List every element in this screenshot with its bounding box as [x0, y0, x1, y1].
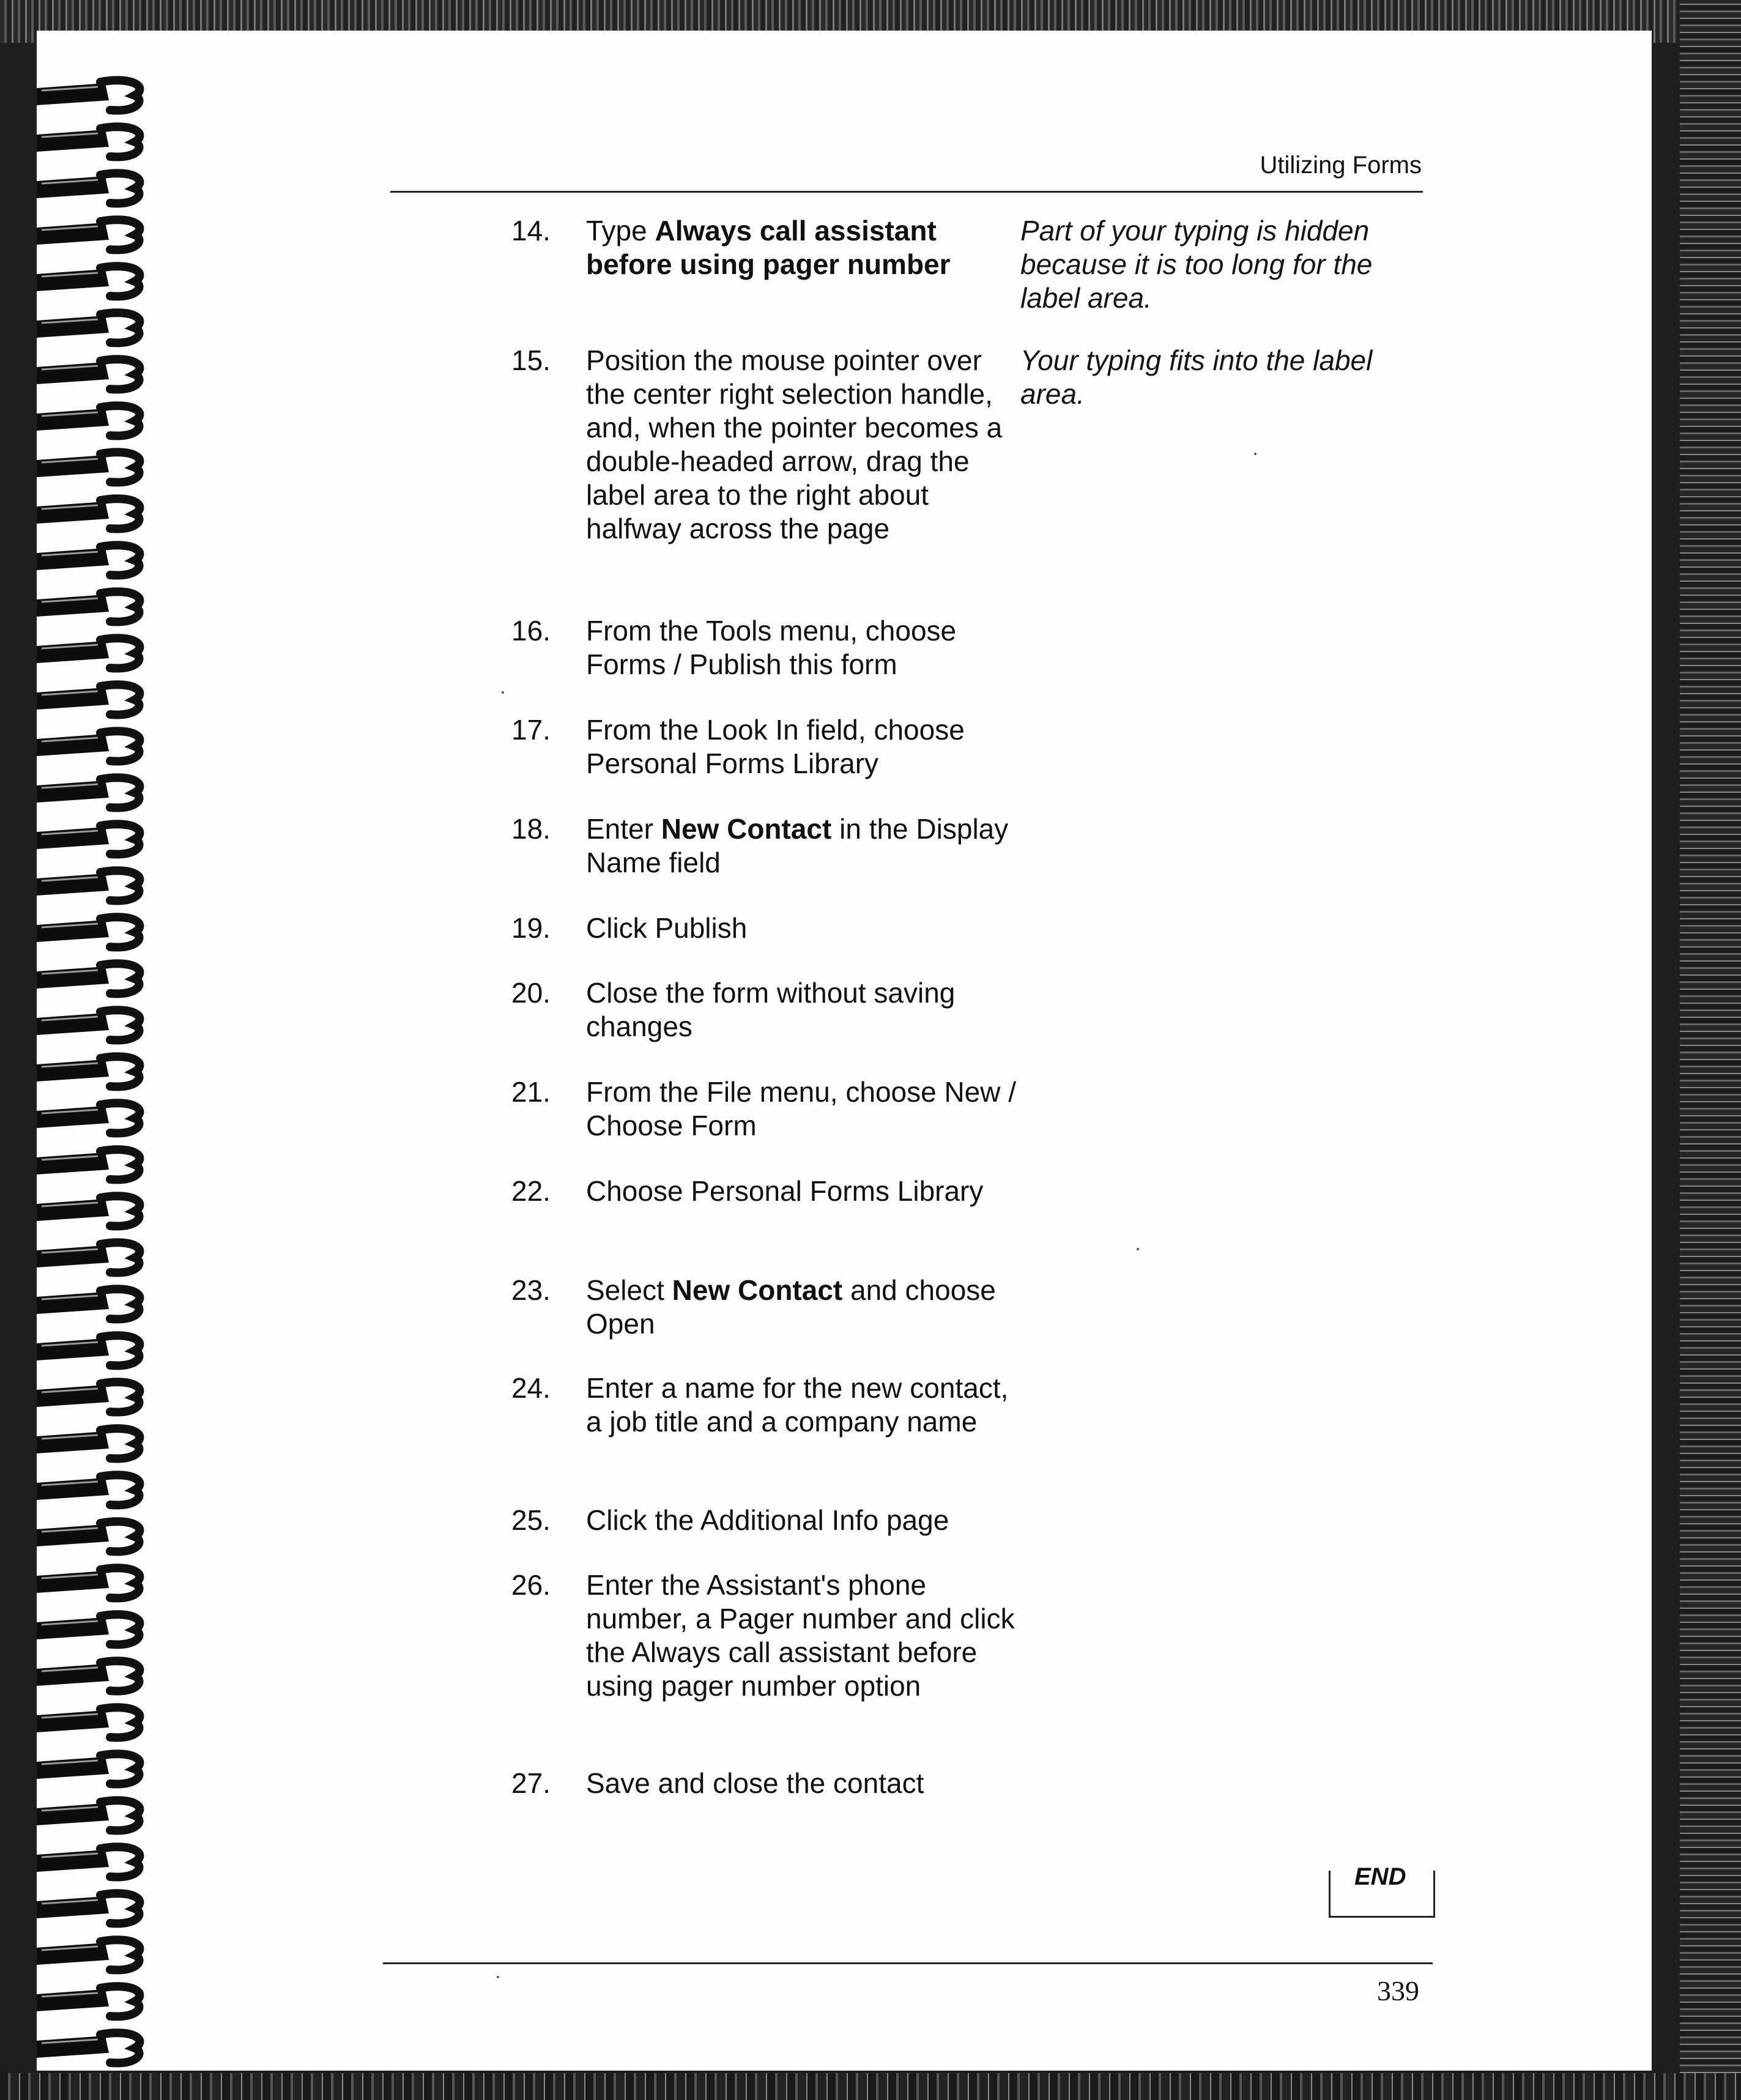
step-number: 22.	[511, 1175, 551, 1207]
binding-coil	[37, 1940, 139, 1970]
running-head: Utilizing Forms	[1260, 152, 1422, 179]
step-text	[586, 976, 1026, 1044]
header-rule	[390, 191, 1423, 193]
step-text	[586, 214, 1026, 281]
step-text-segment: and choose Open	[586, 1274, 996, 1340]
step-number: 15.	[511, 344, 551, 376]
binding-coil	[37, 1196, 139, 1226]
spiral-binding	[37, 67, 184, 2086]
end-marker-label: END	[1349, 1863, 1411, 1891]
binding-coil	[37, 313, 139, 343]
book-page	[37, 31, 1652, 2071]
binding-coil	[37, 127, 139, 157]
step-text-segment: Close the form without saving changes	[586, 977, 956, 1042]
binding-coil	[37, 824, 139, 854]
step-number: 19.	[511, 912, 551, 944]
binding-coil	[37, 1893, 139, 1923]
step-text-segment: in the Display Name field	[586, 813, 1009, 878]
step-text	[586, 713, 1026, 781]
binding-coil	[37, 777, 139, 807]
step-text	[586, 1568, 1026, 1703]
binding-coil	[37, 1661, 139, 1691]
binding-coil	[37, 452, 139, 482]
binding-coil	[37, 1056, 139, 1086]
binding-coil	[37, 1614, 139, 1644]
binding-coil	[37, 1242, 139, 1272]
binding-coil	[37, 1335, 139, 1365]
step-text-segment: Position the mouse pointer over the center right selection handle, and, when the pointer becomes a double-headed arrow, drag the label area to the right about halfway across the page	[586, 344, 1003, 544]
step-text-bold: New Contact	[672, 1274, 843, 1306]
step-text	[586, 344, 1026, 546]
step-text	[586, 1274, 1026, 1341]
page-number: 339	[1377, 1975, 1419, 2006]
step-text	[586, 614, 1026, 681]
binding-coil	[37, 685, 139, 714]
step-number: 20.	[511, 977, 551, 1009]
step-text	[586, 1174, 1026, 1208]
step-number: 25.	[511, 1504, 551, 1536]
step-text-segment: Click the Additional Info page	[586, 1504, 949, 1536]
binding-coil	[37, 359, 139, 389]
step-number: 14.	[511, 215, 551, 247]
step-number: 26.	[511, 1569, 551, 1601]
note-step-15: Your typing fits into the label area.	[1020, 344, 1373, 410]
step-text-segment: Select	[586, 1274, 672, 1306]
binding-coil	[37, 406, 139, 436]
note-step-14: Part of your typing is hidden because it is too long for the label area.	[1020, 215, 1373, 314]
step-text	[586, 812, 1026, 880]
step-text-segment: Enter the Assistant's phone number, a Pager number and click the Always call assistant before using pager number option	[586, 1569, 1015, 1702]
step-text-segment: Click Publish	[586, 912, 748, 944]
binding-coil	[37, 963, 139, 993]
binding-coil	[37, 173, 139, 203]
binding-coil	[37, 1149, 139, 1179]
step-number: 23.	[511, 1274, 551, 1306]
step-text-segment: Save and close the contact	[586, 1767, 924, 1799]
step-number: 27.	[511, 1767, 551, 1799]
scan-speck	[1254, 453, 1257, 455]
binding-coil	[37, 1289, 139, 1319]
binding-coil	[37, 1475, 139, 1505]
step-text	[586, 1767, 1026, 1800]
binding-coil	[37, 80, 139, 110]
scan-speck	[1137, 1248, 1139, 1250]
binding-coil	[37, 870, 139, 900]
binding-coil	[37, 1800, 139, 1830]
step-text-segment: From the Look In field, choose Personal Forms Library	[586, 714, 965, 779]
binding-coil	[37, 1103, 139, 1133]
binding-coil	[37, 1707, 139, 1737]
step-number: 18.	[511, 813, 551, 845]
binding-coil	[37, 545, 139, 575]
binding-coil	[37, 266, 139, 296]
step-text-segment: Choose Personal Forms Library	[586, 1175, 984, 1207]
binding-coil	[37, 1521, 139, 1551]
step-number: 24.	[511, 1372, 551, 1404]
step-text-segment: Enter a name for the new contact, a job title and a company name	[586, 1372, 1009, 1438]
binding-coil	[37, 499, 139, 529]
binding-coil	[37, 1847, 139, 1877]
binding-coil	[37, 917, 139, 947]
binding-coil	[37, 1010, 139, 1040]
step-number: 16.	[511, 615, 551, 647]
scan-border-bottom	[0, 2073, 1741, 2100]
step-text-bold: Always call assistant before using pager number	[586, 215, 951, 280]
step-text-bold: New Contact	[661, 813, 832, 845]
scan-speck	[497, 1976, 499, 1978]
step-text-segment: From the File menu, choose New / Choose Form	[586, 1076, 1017, 1141]
step-number: 17.	[511, 714, 551, 746]
step-text-segment: Type	[586, 215, 655, 247]
binding-coil	[37, 731, 139, 761]
binding-coil	[37, 1986, 139, 2016]
step-text	[586, 1075, 1026, 1143]
step-text	[586, 1504, 1026, 1537]
scan-speck	[502, 691, 504, 694]
footer-rule	[383, 1962, 1433, 1964]
binding-coil	[37, 592, 139, 621]
binding-coil	[37, 1754, 139, 1784]
binding-coil	[37, 220, 139, 250]
scan-border-right	[1680, 0, 1741, 2100]
step-text	[586, 1371, 1026, 1439]
binding-coil	[37, 1568, 139, 1598]
step-text-segment: Enter	[586, 813, 661, 845]
step-text-segment: From the Tools menu, choose Forms / Publish this form	[586, 615, 957, 680]
binding-coil	[37, 1382, 139, 1412]
step-number: 21.	[511, 1076, 551, 1108]
binding-coil	[37, 2033, 139, 2063]
binding-coil	[37, 1428, 139, 1458]
step-text	[586, 911, 1026, 945]
binding-coil	[37, 638, 139, 668]
